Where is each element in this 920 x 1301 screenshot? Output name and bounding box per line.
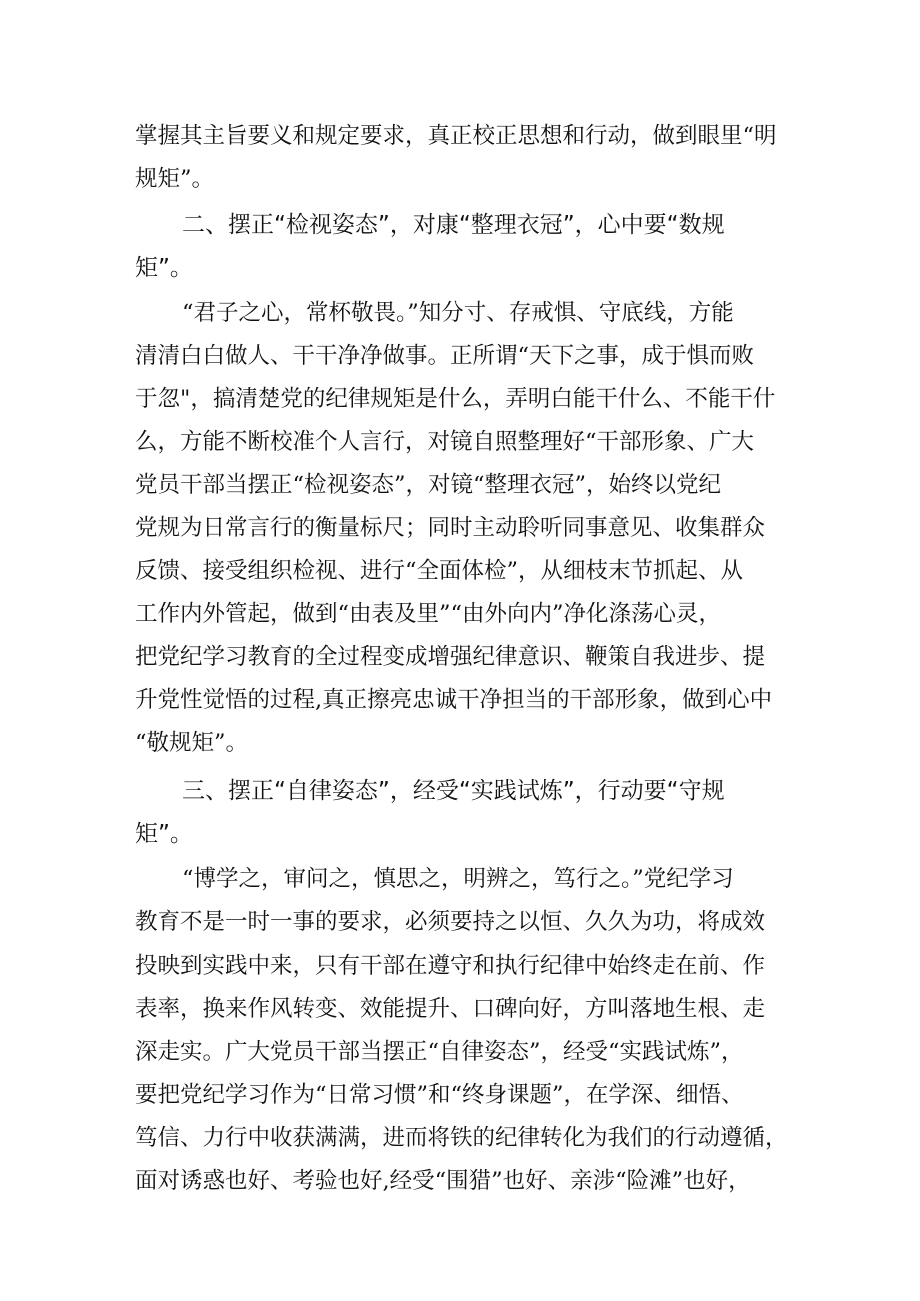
body-line-13: “敬规矩”。 xyxy=(135,730,249,756)
body-line-5: 于忽"，搞清楚党的纪律规矩是什么，弄明白能干什么、不能干什 xyxy=(135,386,776,412)
body-line-4: 清清白白做人、干干净净做事。正所谓“天下之事，成于惧而败 xyxy=(135,343,755,369)
body-line-8: 党规为日常言行的衡量标尺；同时主动聆听同事意见、收集群众 xyxy=(135,515,766,541)
body-line-21: 面对诱惑也好、考验也好,经受“围猎”也好、亲涉“险滩”也好， xyxy=(135,1168,751,1194)
body-line-3: “君子之心，常杯敬畏。”知分寸、存戒惧、守底线，方能 xyxy=(182,300,734,326)
body-line-7: 党员干部当摆正“检视姿态”，对镜“整理衣冠”，始终以党纪 xyxy=(135,472,722,498)
section-heading-3-line-2: 矩”。 xyxy=(135,821,193,847)
section-heading-3-line-1: 三、摆正“自律姿态”，经受“实践试炼”，行动要“守规 xyxy=(182,778,725,804)
body-line-11: 把党纪学习教育的全过程变成增强纪律意识、鞭策自我进步、提 xyxy=(135,644,766,670)
body-line-18: 深走实。广大党员干部当摆正“自律姿态”，经受“实践试炼”， xyxy=(135,1039,744,1065)
body-line-2: 规矩”。 xyxy=(135,166,215,192)
body-line-19: 要把党纪学习作为“日常习惯”和“终身课题”，在学深、细悟、 xyxy=(135,1082,744,1108)
body-line-9: 反馈、接受组织检视、进行“全面体检”，从细枝末节抓起、从 xyxy=(135,558,744,584)
body-line-10: 工作内外管起，做到“由表及里”“由外向内”净化涤荡心灵， xyxy=(135,601,722,627)
body-line-1: 掌握其主旨要义和规定要求，真正校正思想和行动，做到眼里“明 xyxy=(135,123,777,149)
body-line-20: 笃信、力行中收获满满，进而将铁的纪律转化为我们的行动遵循， xyxy=(135,1125,788,1151)
body-line-16: 投映到实践中来，只有干部在遵守和执行纪律中始终走在前、作 xyxy=(135,953,766,979)
section-heading-2-line-2: 矩”。 xyxy=(135,255,193,281)
body-line-14: “博学之，审问之，慎思之，明辨之，笃行之。”党纪学习 xyxy=(182,866,734,892)
section-heading-2-line-1: 二、摆正“检视姿态”，对康“整理衣冠”，心中要“数规 xyxy=(182,212,725,238)
body-line-6: 么，方能不断校准个人言行，对镜自照整理好“干部形象、广大 xyxy=(135,429,755,455)
body-line-12: 升党性觉悟的过程,真正擦亮忠诚干净担当的干部形象，做到心中 xyxy=(135,687,773,713)
body-line-15: 教育不是一时一事的要求，必须要持之以恒、久久为功，将成效 xyxy=(135,909,766,935)
body-line-17: 表率，换来作风转变、效能提升、口碑向好，方叫落地生根、走 xyxy=(135,996,766,1022)
